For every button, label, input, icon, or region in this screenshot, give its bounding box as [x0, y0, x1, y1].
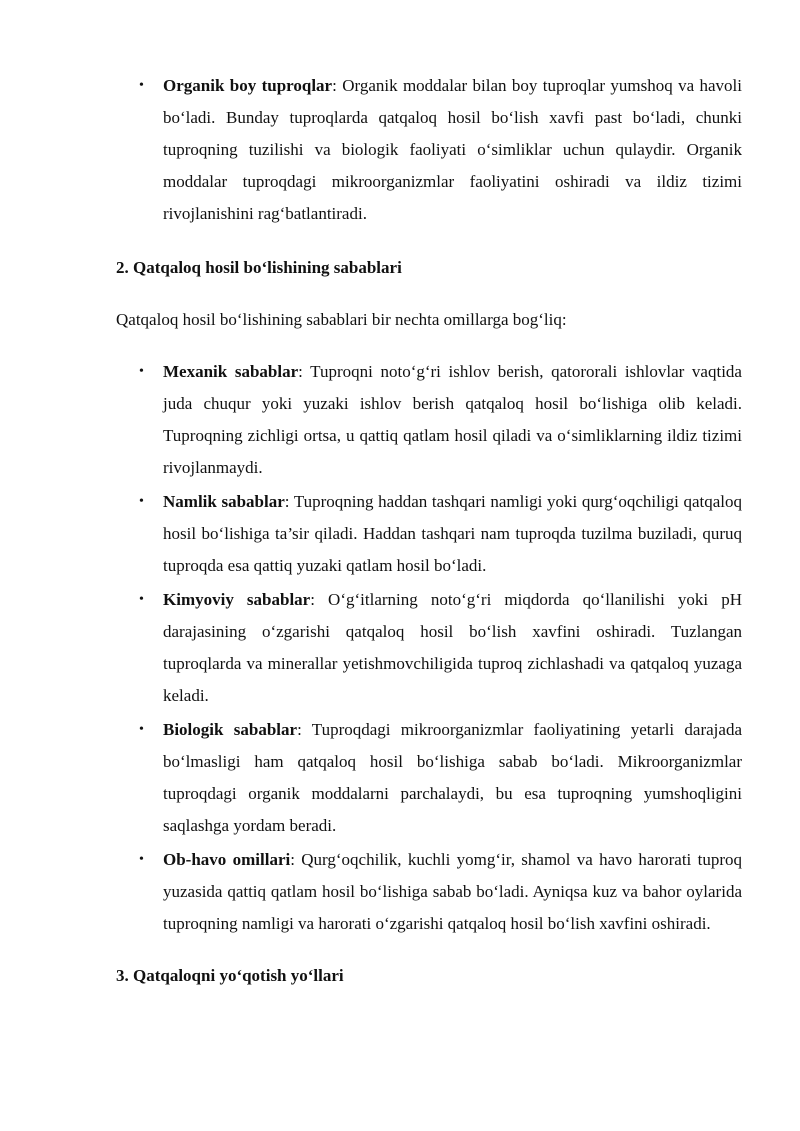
- section-heading-3: 3. Qatqaloqni yo‘qotish yo‘llari: [116, 966, 344, 985]
- bullet-icon: •: [139, 78, 144, 93]
- list-item-text: : Organik moddalar bilan boy tuproqlar yumshoq va havoli bo‘ladi. Bunday tuproqlarda qatqaloq hosil bo‘lish xavfi past bo‘ladi, chunki tuproqning tuzilishi va biologik faoliyati o‘simliklar uchun qulaydir. Organik moddalar tuproqdagi mikroorganizmlar faoliyatini oshiradi va ildiz tizimi rivojlanishini rag‘batlantiradi.: [163, 76, 742, 223]
- list-item-text: : Tuproqni noto‘g‘ri ishlov berish, qatororali ishlovlar vaqtida juda chuqur yoki yuzaki ishlov berish qatqaloq hosil bo‘lishiga olib keladi. Tuproqning zichligi ortsa, u qattiq qatlam hosil qiladi va o‘simliklarning ildiz tizimi rivojlanmaydi.: [163, 362, 742, 477]
- list-item: [116, 584, 742, 712]
- list-item: [116, 486, 742, 582]
- bullet-list-soil-types: [116, 70, 742, 230]
- list-item: [116, 356, 742, 484]
- list-item: [116, 70, 742, 230]
- list-item-term: Kimyoviy sabablar: [163, 590, 311, 609]
- list-item-term: Biologik sabablar: [163, 720, 298, 739]
- bullet-icon: •: [139, 592, 144, 607]
- section-intro-2: Qatqaloq hosil bo‘lishining sabablari bir nechta omillarga bog‘liq:: [116, 310, 567, 329]
- bullet-icon: •: [139, 852, 144, 867]
- list-item-text: : Tuproqdagi mikroorganizmlar faoliyatining yetarli darajada bo‘lmasligi ham qatqaloq hosil bo‘lishiga sabab bo‘ladi. Mikroorganizmlar tuproqdagi organik moddalarni parchalaydi, bu esa tuproqning yumshoqligini saqlashga yordam beradi.: [163, 720, 742, 835]
- list-item-text: : O‘g‘itlarning noto‘g‘ri miqdorda qo‘llanilishi yoki pH darajasining o‘zgarishi qatqaloq hosil bo‘lish xavfini oshiradi. Tuzlangan tuproqlarda va minerallar yetishmovchiligida tuproq zichlashadi va qatqaloq yuzaga keladi.: [163, 590, 743, 705]
- list-item-text: : Qurg‘oqchilik, kuchli yomg‘ir, shamol va havo harorati tuproq yuzasida qattiq qatlam hosil bo‘lishiga sabab bo‘ladi. Ayniqsa kuz va bahor oylarida tuproqning namligi va harorati o‘zgarishi qatqaloq hosil bo‘lish xavfini oshiradi.: [163, 850, 742, 933]
- list-item-term: Mexanik sabablar: [163, 362, 299, 381]
- bullet-icon: •: [139, 722, 144, 737]
- list-item-term: Ob-havo omillari: [163, 850, 291, 869]
- bullet-icon: •: [139, 364, 144, 379]
- list-item-term: Organik boy tuproqlar: [163, 76, 333, 95]
- bullet-list-causes: [116, 356, 742, 940]
- section-heading-2: 2. Qatqaloq hosil bo‘lishining sabablari: [116, 258, 402, 277]
- list-item: [116, 714, 742, 842]
- page-content: [116, 70, 742, 992]
- bullet-icon: •: [139, 494, 144, 509]
- list-item-term: Namlik sabablar: [163, 492, 285, 511]
- list-item: [116, 844, 742, 940]
- list-item-text: : Tuproqning haddan tashqari namligi yoki qurg‘oqchiligi qatqaloq hosil bo‘lishiga ta’sir qiladi. Haddan tashqari nam tuproqda tuzilma buziladi, quruq tuproqda esa qattiq yuzaki qatlam hosil bo‘ladi.: [163, 492, 742, 575]
